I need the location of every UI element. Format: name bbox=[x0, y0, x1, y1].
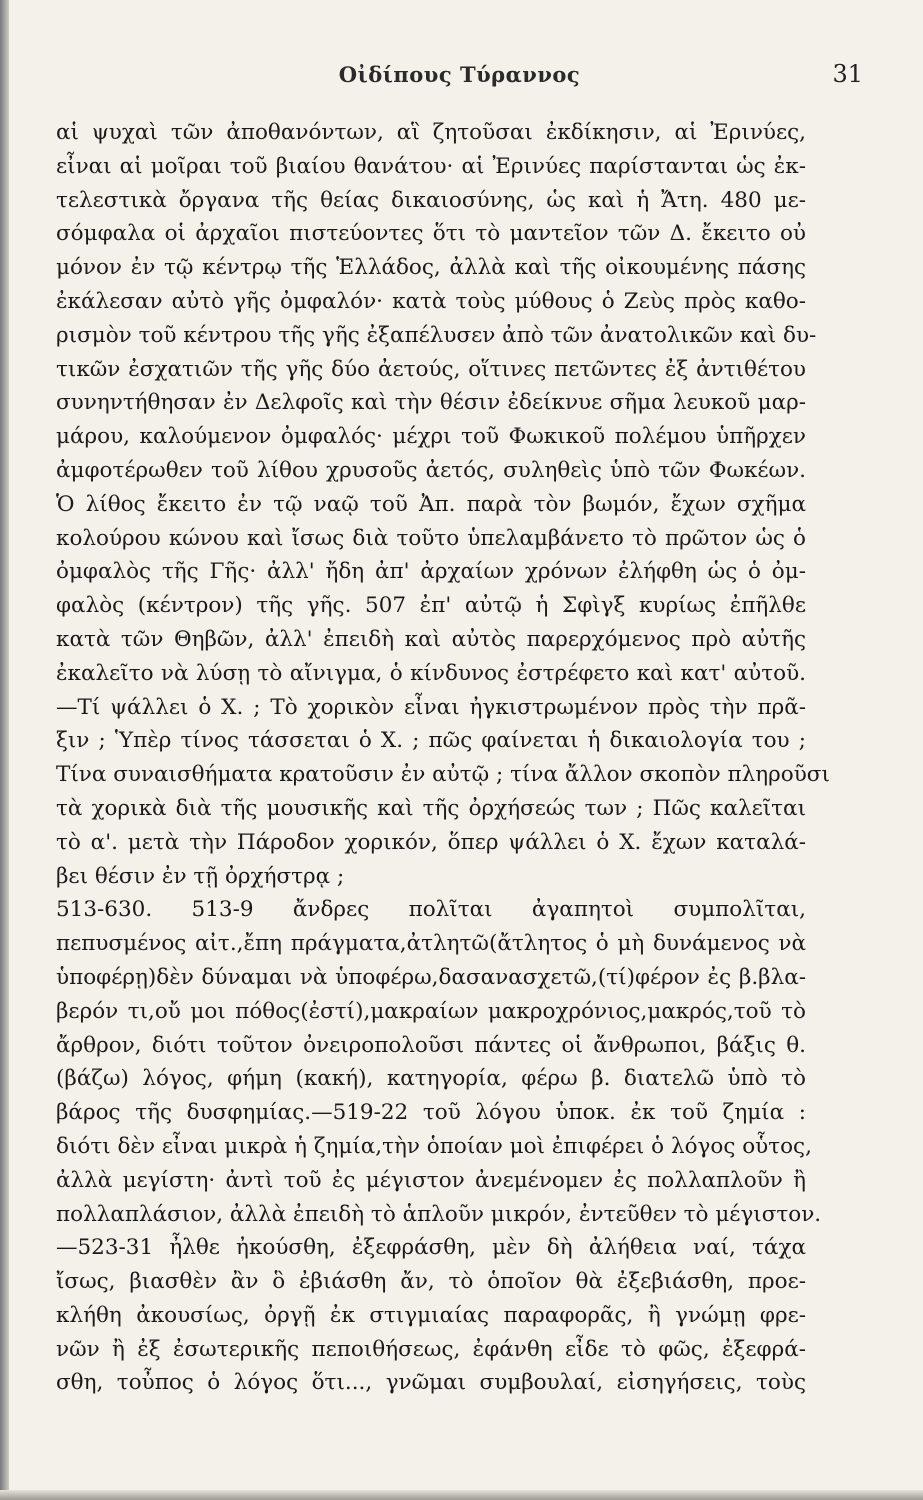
text-line: ὀμφαλὸς τῆς Γῆς· ἀλλ' ἤδη ἀπ' ἀρχαίων χρόνων ἐλήφθη ὡς ὁ ὀμ- bbox=[56, 559, 806, 585]
text-line: συνηντήθησαν ἐν Δελφοῖς καὶ τὴν θέσιν ἐδείκνυε σῆμα λευκοῦ μαρ- bbox=[56, 390, 806, 416]
text-line: μόνον ἐν τῷ κέντρῳ τῆς Ἑλλάδος, ἀλλὰ καὶ τῆς οἰκουμένης πάσης bbox=[56, 255, 806, 281]
text-line: τικῶν ἐσχατιῶν τῆς γῆς δύο ἀετούς, οἵτινες πετῶντες ἐξ ἀντιθέτου bbox=[56, 356, 806, 382]
text-line: μάρου, καλούμενον ὀμφαλός· μέχρι τοῦ Φωκικοῦ πολέμου ὑπῆρχεν bbox=[56, 424, 806, 450]
text-line: αἱ ψυχαὶ τῶν ἀποθανόντων, αἳ ζητοῦσαι ἐκδίκησιν, αἱ Ἐρινύες, bbox=[56, 120, 806, 145]
text-line: τελεστικὰ ὄργανα τῆς θείας δικαιοσύνης, ὡς καὶ ἡ Ἄτη. 480 με- bbox=[56, 187, 806, 213]
text-line: βάρος τῆς δυσφημίας.—519-22 τοῦ λόγου ὑποκ. ἐκ τοῦ ζημία : bbox=[56, 1100, 806, 1126]
text-line: τὰ χορικὰ διὰ τῆς μουσικῆς καὶ τῆς ὀρχήσεώς των ; Πῶς καλεῖται bbox=[56, 795, 806, 821]
text-line: κατὰ τῶν Θηβῶν, ἀλλ' ἐπειδὴ καὶ αὐτὸς παρερχόμενος πρὸ αὐτῆς bbox=[56, 626, 806, 652]
text-line: Τίνα συναισθήματα κρατοῦσιν ἐν αὐτῷ ; τίνα ἄλλον σκοπὸν πληροῦσι bbox=[56, 762, 830, 788]
text-line: ἐκαλεῖτο νὰ λύσῃ τὸ αἴνιγμα, ὁ κίνδυνος ἐστρέφετο καὶ κατ' αὐτοῦ. bbox=[56, 660, 806, 686]
text-line: πεπυσμένος αἰτ.,ἔπη πράγματα,ἀτλητῶ(ἄτλητος ὁ μὴ δυνάμενος νὰ bbox=[56, 931, 806, 957]
text-line: ἄρθρον, διότι τοῦτον ὀνειροπολοῦσι πάντες οἱ ἄνθρωποι, βάξις θ. bbox=[56, 1032, 806, 1058]
text-line: (βάζω) λόγος, φήμη (κακή), κατηγορία, φέρω β. διατελῶ ὑπὸ τὸ bbox=[56, 1066, 806, 1092]
text-line: πολλαπλάσιον, ἀλλὰ ἐπειδὴ τὸ ἁπλοῦν μικρόν, ἐντεῦθεν τὸ μέγιστον. bbox=[56, 1201, 822, 1227]
commentary-text bbox=[56, 116, 830, 1400]
page-number: 31 bbox=[832, 60, 863, 88]
running-title: Οἰδίπους Τύραννος bbox=[338, 62, 581, 87]
text-line: —523-31 ἦλθε ἠκούσθη, ἐξεφράσθη, μὲν δὴ ἀλήθεια ναί, τάχα bbox=[56, 1235, 806, 1261]
text-line: ὑποφέρῃ)δὲν δύναμαι νὰ ὑποφέρω,δασανασχετῶ,(τί)φέρον ἐς β.βλα- bbox=[56, 964, 806, 990]
text-line: —Τί ψάλλει ὁ Χ. ; Τὸ χορικὸν εἶναι ἠγκιστρωμένον πρὸς τὴν πρᾶ- bbox=[56, 694, 806, 720]
text-line: ἴσως, βιασθὲν ἂν ὃ ἐβιάσθη ἄν, τὸ ὁποῖον θὰ ἐξεβιάσθη, προε- bbox=[56, 1269, 806, 1295]
page-bottom-edge bbox=[0, 1490, 923, 1500]
text-line: ρισμὸν τοῦ κέντρου τῆς γῆς ἐξαπέλυσεν ἀπὸ τῶν ἀνατολικῶν καὶ δυ- bbox=[56, 322, 817, 348]
text-line: εἶναι αἱ μοῖραι τοῦ βιαίου θανάτου· αἱ Ἐρινύες παρίστανται ὡς ἐκ- bbox=[56, 153, 806, 179]
text-line: βερόν τι,οὔ μοι πόθος(ἐστί),μακραίων μακροχρόνιος,μακρός,τοῦ τὸ bbox=[56, 998, 806, 1024]
text-line: Ὁ λίθος ἔκειτο ἐν τῷ ναῷ τοῦ Ἀπ. παρὰ τὸν βωμόν, ἔχων σχῆμα bbox=[56, 491, 806, 517]
text-line: ξιν ; Ὑπὲρ τίνος τάσσεται ὁ Χ. ; πῶς φαίνεται ἡ δικαιολογία του ; bbox=[56, 728, 806, 754]
text-line: σθη, τοὖπος ὁ λόγος ὅτι..., γνῶμαι συμβουλαί, εἰσηγήσεις, τοὺς bbox=[56, 1370, 806, 1396]
page-edge-shadow bbox=[0, 0, 9, 1500]
text-line: σόμφαλα οἱ ἀρχαῖοι πιστεύοντες ὅτι τὸ μαντεῖον τῶν Δ. ἔκειτο οὐ bbox=[56, 221, 806, 247]
text-line: τὸ α'. μετὰ τὴν Πάροδον χορικόν, ὅπερ ψάλλει ὁ Χ. ἔχων καταλά- bbox=[56, 829, 806, 855]
text-line: νῶν ἢ ἐξ ἐσωτερικῆς πεποιθήσεως, ἐφάνθη εἶδε τὸ φῶς, ἐξεφρά- bbox=[56, 1336, 806, 1362]
text-line: κλήθη ἀκουσίως, ὀργῇ ἐκ στιγμιαίας παραφορᾶς, ἢ γνώμῃ φρε- bbox=[56, 1302, 806, 1328]
text-line: ἐκάλεσαν αὐτὸ γῆς ὀμφαλόν· κατὰ τοὺς μύθους ὁ Ζεὺς πρὸς καθο- bbox=[56, 288, 806, 314]
text-line: κολούρου κώνου καὶ ἴσως διὰ τοῦτο ὑπελαμβάνετο τὸ πρῶτον ὡς ὁ bbox=[56, 525, 806, 551]
text-line: ἀμφοτέρωθεν τοῦ λίθου χρυσοῦς ἀετός, συληθεὶς ὑπὸ τῶν Φωκέων. bbox=[56, 457, 806, 483]
text-line: ἀλλὰ μεγίστη· ἀντὶ τοῦ ἐς μέγιστον ἀνεμένομεν ἐς πολλαπλοῦν ἢ bbox=[56, 1167, 806, 1193]
text-line: φαλὸς (κέντρον) τῆς γῆς. 507 ἐπ' αὐτῷ ἡ Σφὶγξ κυρίως ἐπῆλθε bbox=[56, 593, 806, 619]
text-line: διότι δὲν εἶναι μικρὰ ἡ ζημία,τὴν ὁποίαν μοὶ ἐπιφέρει ὁ λόγος οὗτος, bbox=[56, 1133, 812, 1159]
page-header bbox=[56, 62, 863, 96]
section-heading-line: 513-630. 513-9 ἄνδρες πολῖται ἀγαπητοὶ συμπολῖται, bbox=[56, 897, 806, 923]
text-line: βει θέσιν ἐν τῇ ὀρχήστρᾳ ; bbox=[56, 863, 345, 889]
